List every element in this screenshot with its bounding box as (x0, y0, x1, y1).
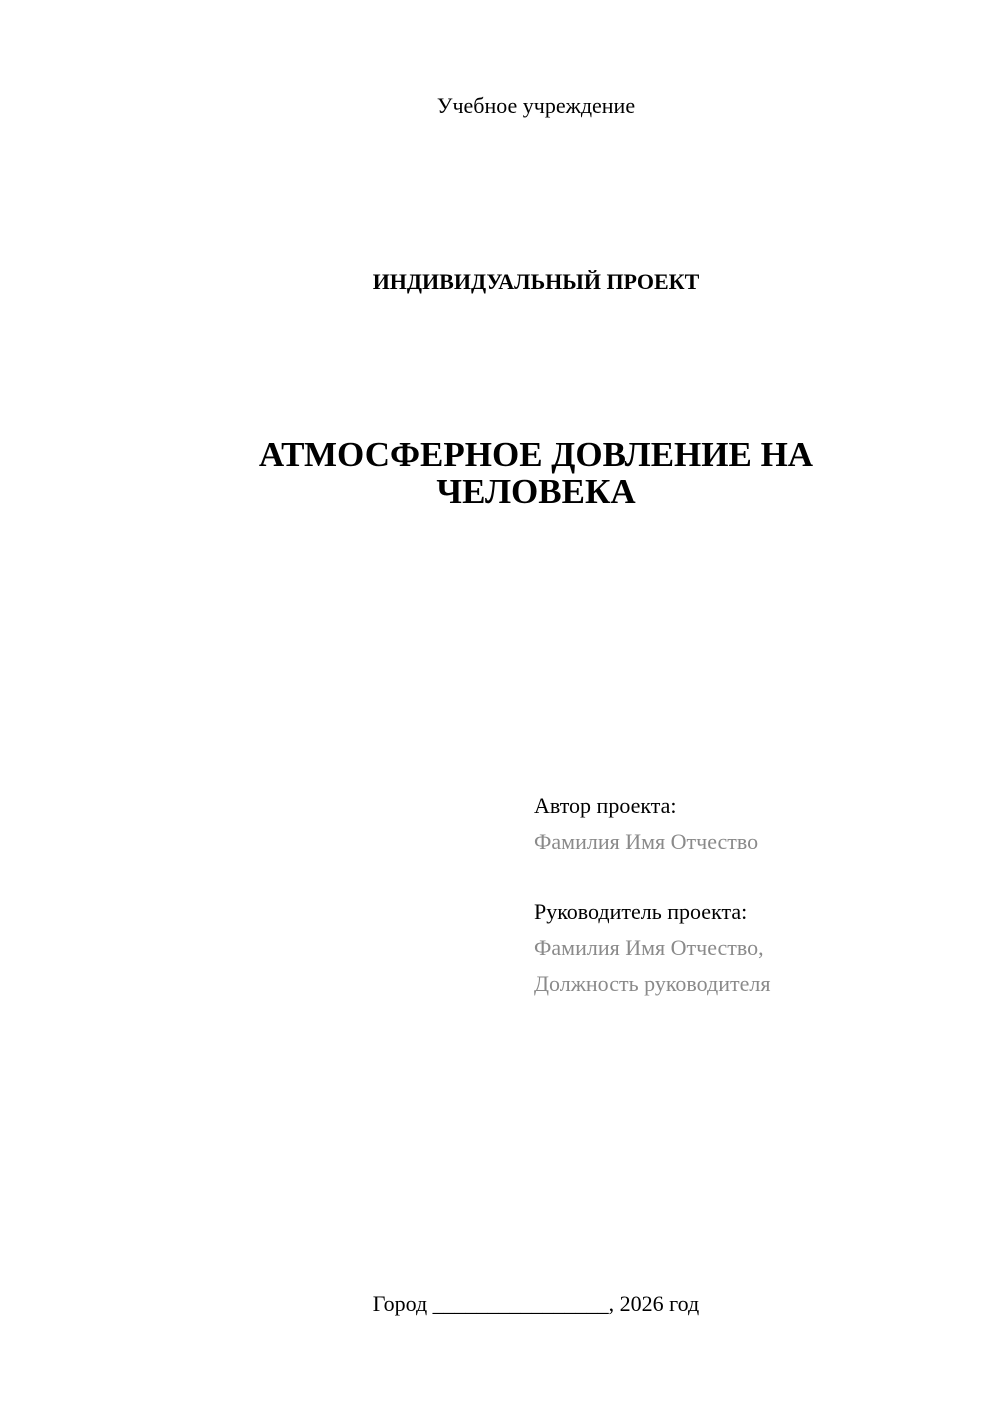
project-title-line-1: АТМОСФЕРНОЕ ДОВЛЕНИЕ НА (258, 435, 814, 474)
supervisor-position: Должность руководителя (534, 971, 771, 996)
supervisor-label: Руководитель проекта: (534, 899, 748, 924)
project-credits (534, 788, 770, 1002)
institution-name: Учебное учреждение (436, 93, 636, 118)
project-title (36, 436, 1000, 510)
author-label: Автор проекта: (534, 793, 677, 818)
credits-spacer (534, 860, 770, 894)
author-name: Фамилия Имя Отчество (534, 829, 759, 854)
project-type-heading: ИНДИВИДУАЛЬНЫЙ ПРОЕКТ (372, 269, 700, 294)
project-title-line-2: ЧЕЛОВЕКА (436, 472, 636, 511)
city-year-footer: Город ________________, 2026 год (372, 1291, 700, 1316)
supervisor-name: Фамилия Имя Отчество, (534, 935, 764, 960)
